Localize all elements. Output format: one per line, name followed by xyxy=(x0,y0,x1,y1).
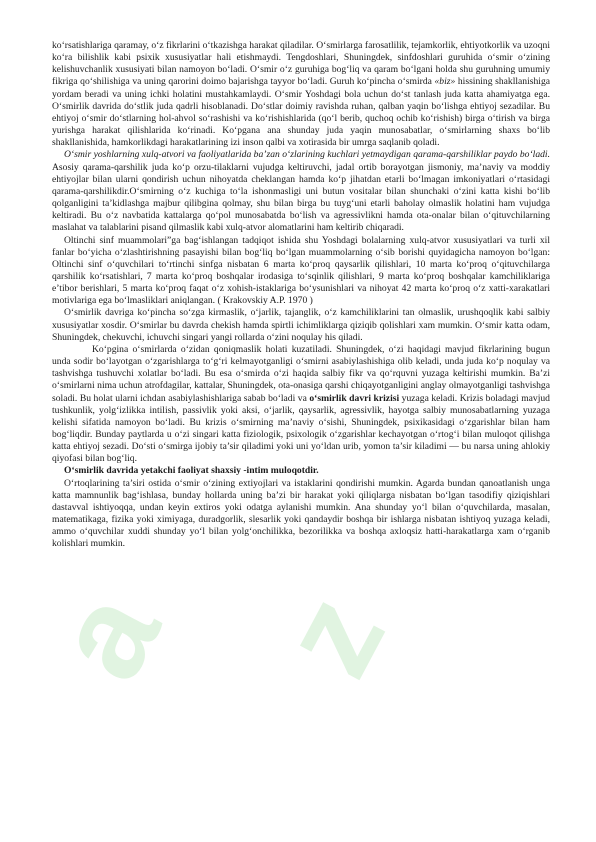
biz-term: «biz» xyxy=(434,76,456,88)
paragraph-5-text: Ko‘pgina o‘smirlarda o‘zidan qoniqmaslik holati kuzatiladi. Shuningdek, o‘zi haqidagi mavjud fikrlarining bugun unda sodir bo‘layotgan o‘zgarishlarga to‘g‘ri kelmayotganligi o‘smirni asabiylashishiga olib keladi, unda juda ko‘p noqulay va tashvishga tushuvchi xolatlar bo‘ladi. Bu esa o‘smirda o‘zi haqida salbiy fikr va qo‘rquvni yuzaga keltirishi mumkin. Ba’zi o‘smirlarni nima uchun atrofdagilar, kattalar, Shuningdek, ota-onasiga qarshi chiqayotganligini anglay olmayotganligi tashvishga soladi. Bu holat ularni ichdan asabiylashishlariga sabab bo‘ladi va xyxy=(52,343,550,404)
paragraph-4: O‘smirlik davriga ko‘pincha so‘zga kirmaslik, o‘jarlik, tajanglik, o‘z kamchiliklarini tan olmaslik, urushqoqlik kabi salbiy xususiyatlar xosdir. O‘smirlar bu davrda chekish hamda spirtli ichimliklarga qiziqib qolishlari xam mumkin. O‘smir katta odam, Shuningdek, chekuvchi, ichuvchi singari yangi rollarda o‘zini noqulay his qiladi. xyxy=(52,307,550,343)
watermark-right: z xyxy=(252,572,413,698)
paragraph-1-text: ko‘rsatishlariga qaramay, o‘z fikrlarini o‘tkazishga harakat qiladilar. O‘smirlarga farosatlilik, tejamkorlik, ehtiyotkorlik va uzoqni ko‘ra bilishlik kabi psixik xususiyatlar hali etishmaydi. Tengdoshlari, Shuningdek, sinfdoshlari guruhida o‘smir o‘zining kelishuvchanlik xususiyati bilan namoyon bo‘ladi. O‘smir o‘z guruhiga bog‘liq va qaram bo‘lgani holda shu guruhning umumiy fikriga qo‘shilishiga va uning qarorini doimo bajarishga tayyor bo‘ladi. Guruh ko‘pincha o‘smirda xyxy=(52,40,550,88)
paragraph-1-continued: hissining shakllanishiga yordam beradi va uning ichki holatini mustahkamlaydi. O‘smir Yoshdagi bola uchun do‘st tanlash juda katta ahamiyatga ega. O‘smirlik davrida do‘stlik juda qadrli hisoblanadi. Do‘stlar doimiy ravishda ruhan, qalban yaqin bo‘lishga ehtiyoj sezadilar. Bu ehtiyoj o‘smir do‘stlarning hol-ahvol so‘rashishi va ko‘rishishlarida (qo‘l berib, quchoq ochib ko‘rishish) birga o‘tirish va birga yurishga harakat qilishlarida ko‘rinadi. Ko‘pgana ana shunday juda yaqin munosabatlar, o‘smirlarning shaxs bo‘lib shakllanishida, hamkorlikdagi harakatlarining izi inson qalbi va xotirasida bir umrga saqlanib qoladi. xyxy=(52,76,550,149)
paragraph-2 xyxy=(52,149,550,234)
paragraph-5-continued: yuzaga keladi. Krizis boladagi mavjud tushkunlik, yolg‘izlikka intilish, passivlik yoki aksi, o‘jarlik, qaysarlik, agressivlik, hayotga salbiy munosabatlarning yuzaga kelishi sifatida namoyon bo‘ladi. Bu krizis o‘smirning ma’naviy o‘sishi, Shuningdek, psixikasidagi o‘zgarishlar bilan ham bog‘liqdir. Bunday paytlarda u o‘zi singari katta fiziologik, psixologik o‘zgarishlar kechayotgan o‘rtog‘i bilan muloqot qilishga katta ehtiyoj sezadi. Do‘sti o‘smirga ijobiy ta’sir qiladimi yoki uni yo‘ldan urib, yomon ta’sir kiladimi — bu narsa uning ahlokiy qiyofasi bilan bog‘liq. xyxy=(52,392,550,465)
section-heading: O‘smirlik davrida yetakchi faoliyat shaxsiy -intim muloqotdir. xyxy=(64,465,319,477)
document-body xyxy=(52,40,550,551)
crisis-term: o‘smirlik davri krizisi xyxy=(309,392,400,404)
paragraph-6: O‘rtoqlarining ta’siri ostida o‘smir o‘zining extiyojlari va istaklarini qondirishi mumkin. Agarda bundan qanoatlanish unga katta mamnunlik bag‘ishlasa, bunday hollarda uning ba’zi bir harakat yoki qiliqlarga nisbatan bo‘lgan tasodifiy qiziqishlari dastavval ishtiyoqqa, undan keyin extiros yoki odatga aylanishi mumkin. Ana shunday yo‘l bilan o‘quvchilarda, masalan, matematikaga, fizika yoki ximiyaga, duradgorlik, slesarlik yoki qandaydir boshqa bir ishlarga nisbatan ishtiyoq yuzaga keladi, ammo o‘quvchilar xuddi shunday yo‘l bilan yolg‘onchilikka, bezorilikka va boshqa axloqsiz hatti-harakatlarga xam o‘rganib kolishlari mumkin. xyxy=(52,477,550,550)
paragraph-3: Oltinchi sinf muammolari”ga bag‘ishlangan tadqiqot ishida shu Yoshdagi bolalarning xulq-atvor xususiyatlari va turli xil fanlar bo‘yicha o‘zlashtirishning pasayishi bilan bog‘liq bo‘lgan muammolarning o‘sib borishi quyidagicha namoyon bo‘lgan: Oltinchi sinf o‘quvchilari to‘rtinchi sinfga nisbatan 6 marta ko‘proq qaysarlik qilishlari, 10 marta ko‘proq o‘qituvchilarga qarshilik ko‘rsatishlari, 7 marta ko‘proq boshqalar irodasiga to‘sqinlik qilishlari, 9 marta ko‘proq boshqalar kamchiliklariga e’tibor berishlari, 5 marta ko‘proq faqat o‘z xohish-istaklariga bo‘ysunishlari va nihoyat 42 marta ko‘proq o‘z xatti-xarakatlari motivlariga ega bo‘lmasliklari aniqlangan. ( Krakovskiy A.P. 1970 ) xyxy=(52,234,550,307)
paragraph-2-text: Asosiy qarama-qarshilik juda ko‘p orzu-tilaklarni vujudga keltiruvchi, jadal ortib borayotgan jismoniy, ma’naviy va moddiy ehtiyojlar bilan ularni qondirish uchun nihoyatda cheklangan hamda ko‘p jihatdan etarli bo‘lmagan imkoniyatlari o‘rtasidagi qarama-qarshilikdir.O‘smirning o‘z kuchiga to‘la ishonmasligi uni butun vositalar bilan shunchaki o‘zini katta kishi bo‘lib qolganligini ta’kidlashga majbur qilibgina qolmay, shu bilan birga bu tuyg‘uni etarli baholay olmaslik holatini ham vujudga keltiradi. Bu o‘z navbatida kattalarga qo‘pol munosabatda bo‘lish va agressivlikni hamda ota-onalar bilan o‘qituvchilarning maslahat va talablarini pisand qilmaslik kabi xulq-atvor alomatlarini ham keltirib chiqaradi. xyxy=(52,161,550,234)
paragraph-2-lead: O‘smir yoshlarning xulq-atvori va faoliyatlarida ba’zan o‘zlarining kuchlari yetmaydigan qarama-qarshiliklar paydo bo‘ladi. xyxy=(64,149,550,161)
paragraph-1 xyxy=(52,40,550,149)
watermark-left: a xyxy=(24,568,188,702)
paragraph-5 xyxy=(52,344,550,466)
